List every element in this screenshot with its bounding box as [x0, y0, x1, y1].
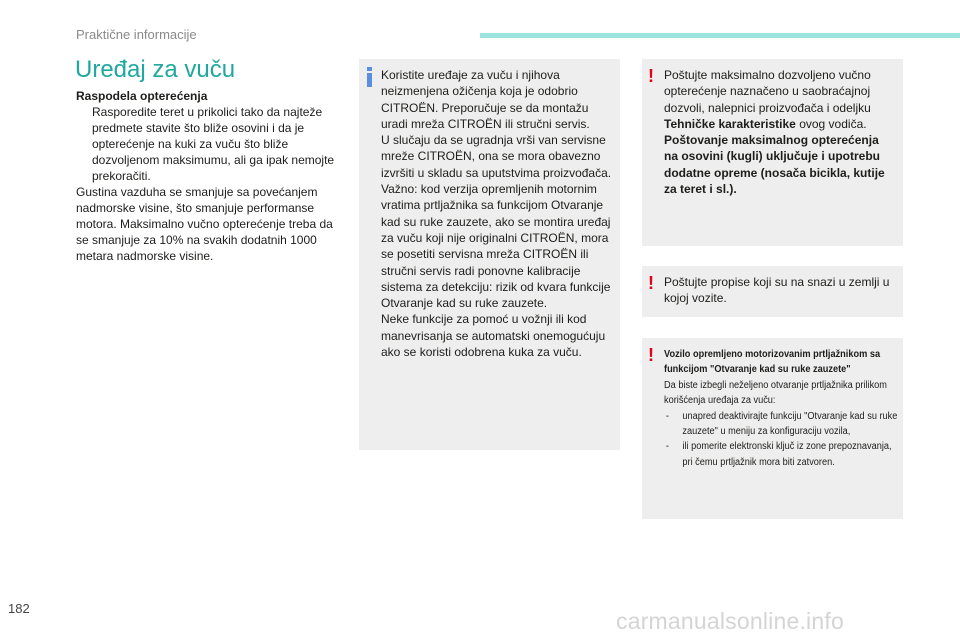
warning-lead-text: Vozilo opremljeno motorizovanim prtljažnikom sa funkcijom ": [664, 349, 881, 376]
warning-box-text: Poštujte propise koji su na snazi u zemlji u kojoj vozite.: [664, 275, 890, 306]
watermark: carmanualsonline.info: [616, 608, 844, 634]
info-box: [359, 59, 620, 450]
list-item: [76, 104, 344, 184]
info-paragraph: Važno: kod verzija opremljenih motornim vratima prtljažnika sa funkcijom Otvaranje kad su ruke zauzete, ako se montira uređaj za vuču koji nije originalni CITROËN, mora se posetiti servisna mreža CITROËN ili stručni servis radi ponovne kalibracije sistema za detekciju: rizik od kvara funkcije Otvaranje kad su ruke zauzete.: [381, 182, 611, 311]
subheading: Raspodela opterećenja: [76, 89, 208, 103]
warning-box: [642, 338, 903, 519]
list-item: [664, 439, 900, 470]
paragraph: Gustina vazduha se smanjuje sa povećanjem nadmorske visine, što smanjuje performanse motora. Maksimalno vučno opterećenje treba da se smanjuje za 10% na svakih dodatnih 1000 metara nadmorske visine.: [76, 185, 333, 263]
warning-intro: Da biste izbegli neželjeno otvaranje prtljažnika prilikom korišćenja uređaja za vuču:: [664, 379, 887, 407]
warning-box: [642, 266, 903, 317]
header-accent-bar: [480, 33, 960, 38]
warning-paragraph-bold: Poštovanje maksimalnog opterećenja na osovini (kugli) uključuje i upotrebu dodatne opreme (nosača bicikla, kutije za teret i sl.).: [664, 133, 885, 197]
list-item: [664, 409, 900, 440]
warning-box-text: [664, 67, 895, 197]
bullet-text: Rasporedite teret u prikolici tako da najteže predmete stavite što bliže osovini i da je opterećenje na kuki za vuču što bliže dozvoljenom maksimumu, ali ga ipak nemojte prekoračiti.: [92, 105, 335, 183]
info-icon: [367, 67, 372, 87]
warning-text-bold: Tehničke karakteristike: [664, 116, 796, 131]
info-paragraph: U slučaju da se ugradnja vrši van servisne mreže CITROËN, ona se mora obavezno izvršiti u skladu sa uputstvima proizvođača.: [381, 133, 612, 180]
warning-box: [642, 59, 903, 246]
info-box-text: [381, 67, 612, 360]
warning-lead-text: ": [846, 364, 851, 376]
list-item-text: unapred deaktivirajte funkciju "Otvaranje kad su ruke zauzete" u meniju za konfiguraciju vozila,: [682, 410, 898, 438]
dash-icon: -: [665, 441, 669, 453]
dash-icon: -: [665, 410, 669, 422]
warning-text: ovog vodiča.: [795, 116, 867, 131]
info-paragraph: Koristite uređaje za vuču i njihova neizmenjena ožičenja koja je odobrio CITROËN. Preporučuje se da montažu uradi mreža CITROËN ili stručni servis.: [381, 68, 590, 131]
warning-lead: [664, 347, 900, 378]
info-paragraph: Neke funkcije za pomoć u vožnji ili kod manevrisanja se automatski onemogućuju ako se koristi odobrena kuka za vuču.: [381, 312, 606, 360]
warning-box-text: [664, 347, 900, 470]
warning-icon: !: [648, 66, 654, 86]
main-column: [76, 88, 344, 264]
list-item-text: ili pomerite elektronski ključ iz zone prepoznavanja, pri čemu prtljažnik mora biti zatvoren.: [682, 441, 892, 468]
warning-icon: !: [648, 273, 654, 293]
section-header: Praktične informacije: [76, 27, 197, 42]
page-number: 182: [8, 601, 30, 616]
warning-lead-text: Otvaranje kad su ruke zauzete: [714, 364, 847, 376]
bullet-icon: [76, 104, 90, 184]
warning-icon: !: [648, 345, 654, 365]
page-title: Uređaj za vuču: [75, 56, 236, 83]
warning-paragraph: [664, 67, 895, 132]
warning-text: Poštujte maksimalno dozvoljeno vučno opterećenje naznačeno u saobraćajnoj dozvoli, nalepnici proizvođača i odeljku: [664, 68, 871, 115]
